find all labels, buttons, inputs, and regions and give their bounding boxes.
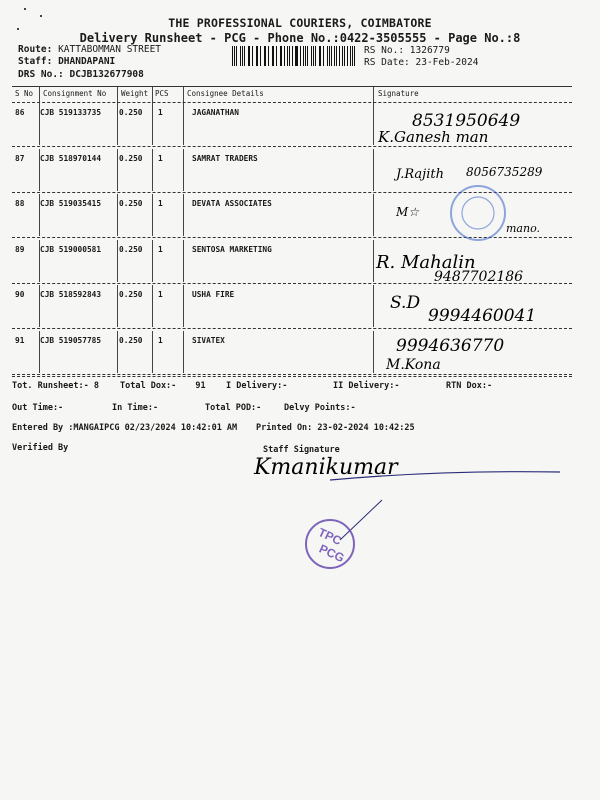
handwritten-mark: M☆ xyxy=(396,205,420,219)
handwritten-signature: mano. xyxy=(506,222,540,235)
route-value: KATTABOMMAN STREET xyxy=(58,44,162,55)
row-consignment: CJB 519000581 xyxy=(40,244,102,254)
row-weight: 0.250 xyxy=(119,153,143,163)
col-sno: S No xyxy=(15,89,34,98)
row-weight: 0.250 xyxy=(119,108,143,117)
row-pcs: 1 xyxy=(158,108,163,117)
delvy-points: Delvy Points:- xyxy=(284,403,356,413)
row-pcs: 1 xyxy=(158,290,163,299)
stamp-text-top: TPC xyxy=(316,525,344,548)
document-title: THE PROFESSIONAL COURIERS, COIMBATORE xyxy=(168,16,432,30)
row-weight: 0.250 xyxy=(119,199,143,208)
handwritten-signature: K.Ganesh man xyxy=(378,128,489,146)
row-consignment: CJB 518970144 xyxy=(40,153,102,163)
tot-runsheet-label: Tot. Runsheet:- xyxy=(12,381,89,391)
total-dox-label: Total Dox:- xyxy=(120,381,177,391)
row-pcs: 1 xyxy=(158,153,163,163)
total-dox xyxy=(120,381,206,391)
document-subtitle: Delivery Runsheet - PCG - Phone No.:0422-3505555 - Page No.:8 xyxy=(79,31,521,45)
col-weight: Weight xyxy=(121,89,149,98)
staff-label: Staff: xyxy=(18,56,53,67)
row-consignee: SIVATEX xyxy=(192,335,225,345)
handwritten-signature: M.Kona xyxy=(386,357,441,373)
row-pcs: 1 xyxy=(158,199,163,208)
handwritten-phone: 9487702186 xyxy=(434,269,524,285)
stamp-text-bottom: PCG xyxy=(316,541,347,566)
row-consignment: CJB 519035415 xyxy=(40,199,102,208)
row-weight: 0.250 xyxy=(119,335,143,345)
total-dox-value: 91 xyxy=(195,381,206,391)
row-pcs: 1 xyxy=(158,244,163,254)
out-time: Out Time:- xyxy=(12,403,64,413)
row-consignment: CJB 519133735 xyxy=(40,108,102,117)
rtn-dox: RTN Dox:- xyxy=(446,381,493,391)
staff-signature-label: Staff Signature xyxy=(263,445,340,455)
handwritten-phone: 9994636770 xyxy=(396,336,505,356)
total-pod: Total POD:- xyxy=(205,403,262,413)
row-pcs: 1 xyxy=(158,335,163,345)
ii-delivery: II Delivery:- xyxy=(333,381,400,391)
tpc-stamp xyxy=(306,520,354,568)
col-pcs: PCS xyxy=(155,89,169,98)
row-sno: 86 xyxy=(15,108,25,117)
row-sno: 91 xyxy=(15,335,25,345)
row-consignee: SENTOSA MARKETING xyxy=(192,244,272,254)
row-consignee: DEVATA ASSOCIATES xyxy=(192,199,272,208)
staff-value: DHANDAPANI xyxy=(58,56,116,67)
signature-stroke xyxy=(340,500,382,540)
in-time: In Time:- xyxy=(112,403,159,413)
row-consignment: CJB 518592843 xyxy=(40,290,102,299)
staff-handwritten-signature: Kmanikumar xyxy=(254,455,398,480)
handwritten-signature: S.D xyxy=(390,293,421,313)
tot-runsheet xyxy=(12,381,99,391)
verified-by: Verified By xyxy=(12,443,69,453)
row-weight: 0.250 xyxy=(119,244,143,254)
row-sno: 90 xyxy=(15,290,25,299)
route-label: Route: xyxy=(18,44,53,55)
rs-no-value: 1326779 xyxy=(409,45,450,56)
totals-top-rule xyxy=(12,376,572,377)
handwritten-phone: 8531950649 xyxy=(412,111,521,131)
printed-on: Printed On: 23-02-2024 10:42:25 xyxy=(256,423,415,433)
handwritten-phone: 8056735289 xyxy=(466,165,543,179)
row-weight: 0.250 xyxy=(119,290,143,299)
rs-date-label: RS Date: xyxy=(364,57,410,68)
row-sno: 88 xyxy=(15,199,25,208)
row-consignment: CJB 519057785 xyxy=(40,335,102,345)
tot-runsheet-value: 8 xyxy=(93,381,100,391)
i-delivery: I Delivery:- xyxy=(226,381,288,391)
row-consignee: USHA FIRE xyxy=(192,290,235,299)
row-consignee: JAGANATHAN xyxy=(192,108,239,117)
col-consignee: Consignee Details xyxy=(187,89,264,98)
row-consignee: SAMRAT TRADERS xyxy=(192,153,258,163)
col-signature: Signature xyxy=(378,89,419,98)
drs-label: DRS No.: xyxy=(18,69,64,80)
delivery-stamp xyxy=(451,186,505,240)
row-sno: 89 xyxy=(15,244,25,254)
handwritten-signature: R. Mahalin xyxy=(376,252,476,273)
rs-no-label: RS No.: xyxy=(364,45,405,56)
col-consignment: Consignment No xyxy=(43,89,107,98)
handwritten-phone: 9994460041 xyxy=(428,306,537,326)
drs-value: DCJB132677908 xyxy=(69,69,144,80)
rs-date-value: 23-Feb-2024 xyxy=(415,57,479,68)
entered-by: Entered By :MANGAIPCG 02/23/2024 10:42:01 AM xyxy=(12,423,238,433)
handwritten-signature: J.Rajith xyxy=(396,167,444,182)
row-sno: 87 xyxy=(15,153,25,163)
